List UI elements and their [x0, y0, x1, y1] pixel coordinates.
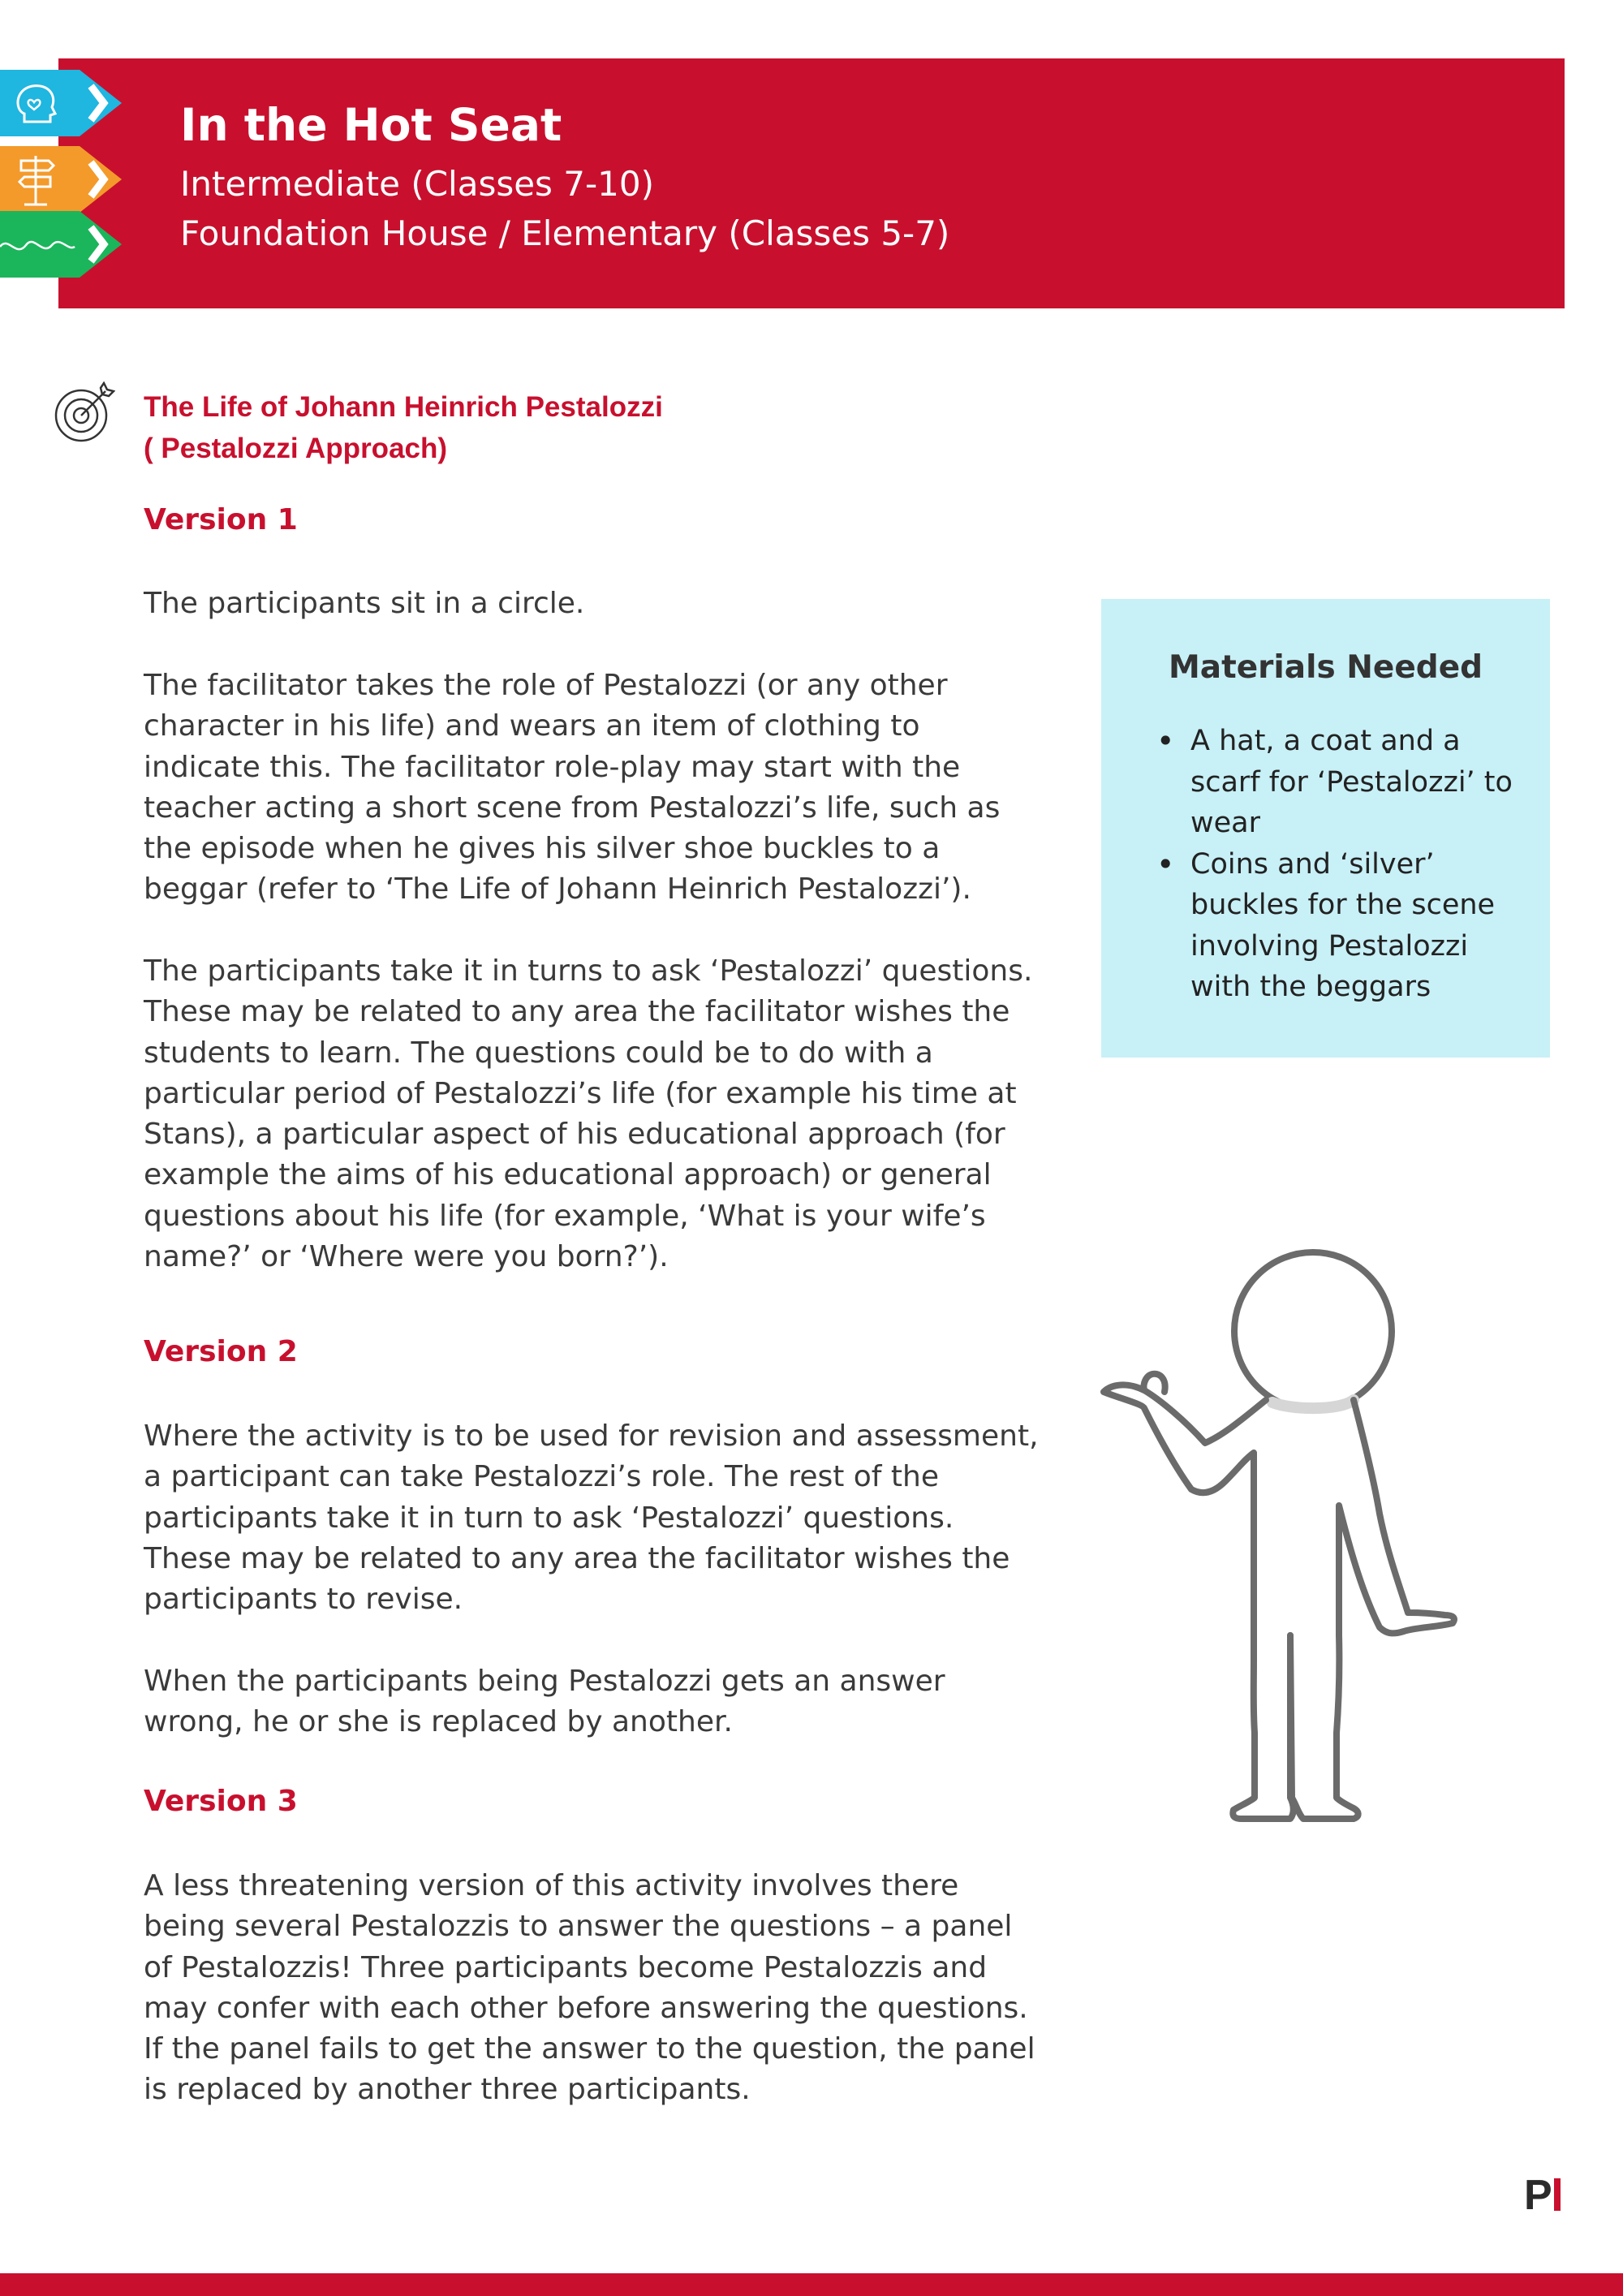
version-2-paragraph-1: Where the activity is to be used for revision and assessment, a participant can take Pestalozzi’s role. The rest of the participants take it in turn to ask ‘Pestalozzi’ questions. These may be related to any area the facilitator wishes the participants to revise. — [144, 1419, 1039, 1617]
waving-figure-illustration — [1096, 1246, 1501, 1833]
objective-title-line1: The Life of Johann Heinrich Pestalozzi — [144, 391, 663, 423]
version-1-paragraph-2: The facilitator takes the role of Pestalozzi (or any other character in his life) and wears an item of clothing to indicate this. The facilitator role-play may start with the teacher acting a short scene from Pestalozzi’s life, such as the episode when he gives his silver shoe buckles to a beggar (refer to ‘The Life of Johann Heinrich Pestalozzi’). — [144, 669, 1001, 907]
head-heart-icon — [0, 70, 122, 136]
objective-title-line2: ( Pestalozzi Approach) — [144, 433, 448, 464]
logo-text: P — [1524, 2172, 1551, 2219]
page-title: In the Hot Seat — [180, 99, 562, 151]
footer-bar — [0, 2273, 1623, 2296]
target-icon — [50, 381, 115, 450]
materials-item: • Coins and ‘silver’ buckles for the scene involving Pestalozzi with the beggars — [1190, 844, 1531, 1008]
materials-box — [1101, 599, 1550, 1058]
signpost-icon — [0, 146, 122, 213]
version-1-heading: Version 1 — [144, 503, 298, 536]
version-3-heading: Version 3 — [144, 1785, 298, 1818]
version-2-heading: Version 2 — [144, 1335, 298, 1368]
materials-title: Materials Needed — [1168, 649, 1483, 686]
materials-list — [1190, 721, 1531, 1008]
version-3-paragraph-1: A less threatening version of this activity involves there being several Pestalozzis to answer the questions – a panel of Pestalozzis! Three participants become Pestalozzis and may confer with each other before answering the questions. If the panel fails to get the answer to the question, the panel is replaced by another three participants. — [144, 1869, 1035, 2107]
level-intermediate: Intermediate (Classes 7-10) — [180, 164, 654, 204]
version-2-paragraph-2: When the participants being Pestalozzi gets an answer wrong, he or she is replaced by another. — [144, 1665, 945, 1739]
level-foundation: Foundation House / Elementary (Classes 5-7) — [180, 213, 950, 253]
version-1-paragraph-1: The participants sit in a circle. — [144, 587, 585, 620]
materials-item: • A hat, a coat and a scarf for ‘Pestalozzi’ to wear — [1190, 721, 1531, 844]
pi-logo — [1524, 2171, 1561, 2220]
wave-icon — [0, 211, 122, 278]
version-1-paragraph-3: The participants take it in turns to ask ‘Pestalozzi’ questions. These may be related to any area the facilitator wishes the students to learn. The questions could be to do with a particular period of Pestalozzi’s life (for example his time at Stans), a particular aspect of his educational approach (for example the aims of his educational approach) or general questions about his life (for example, ‘What is your wife’s name?’ or ‘Where were you born?’). — [144, 954, 1033, 1274]
objective-title — [144, 386, 663, 469]
